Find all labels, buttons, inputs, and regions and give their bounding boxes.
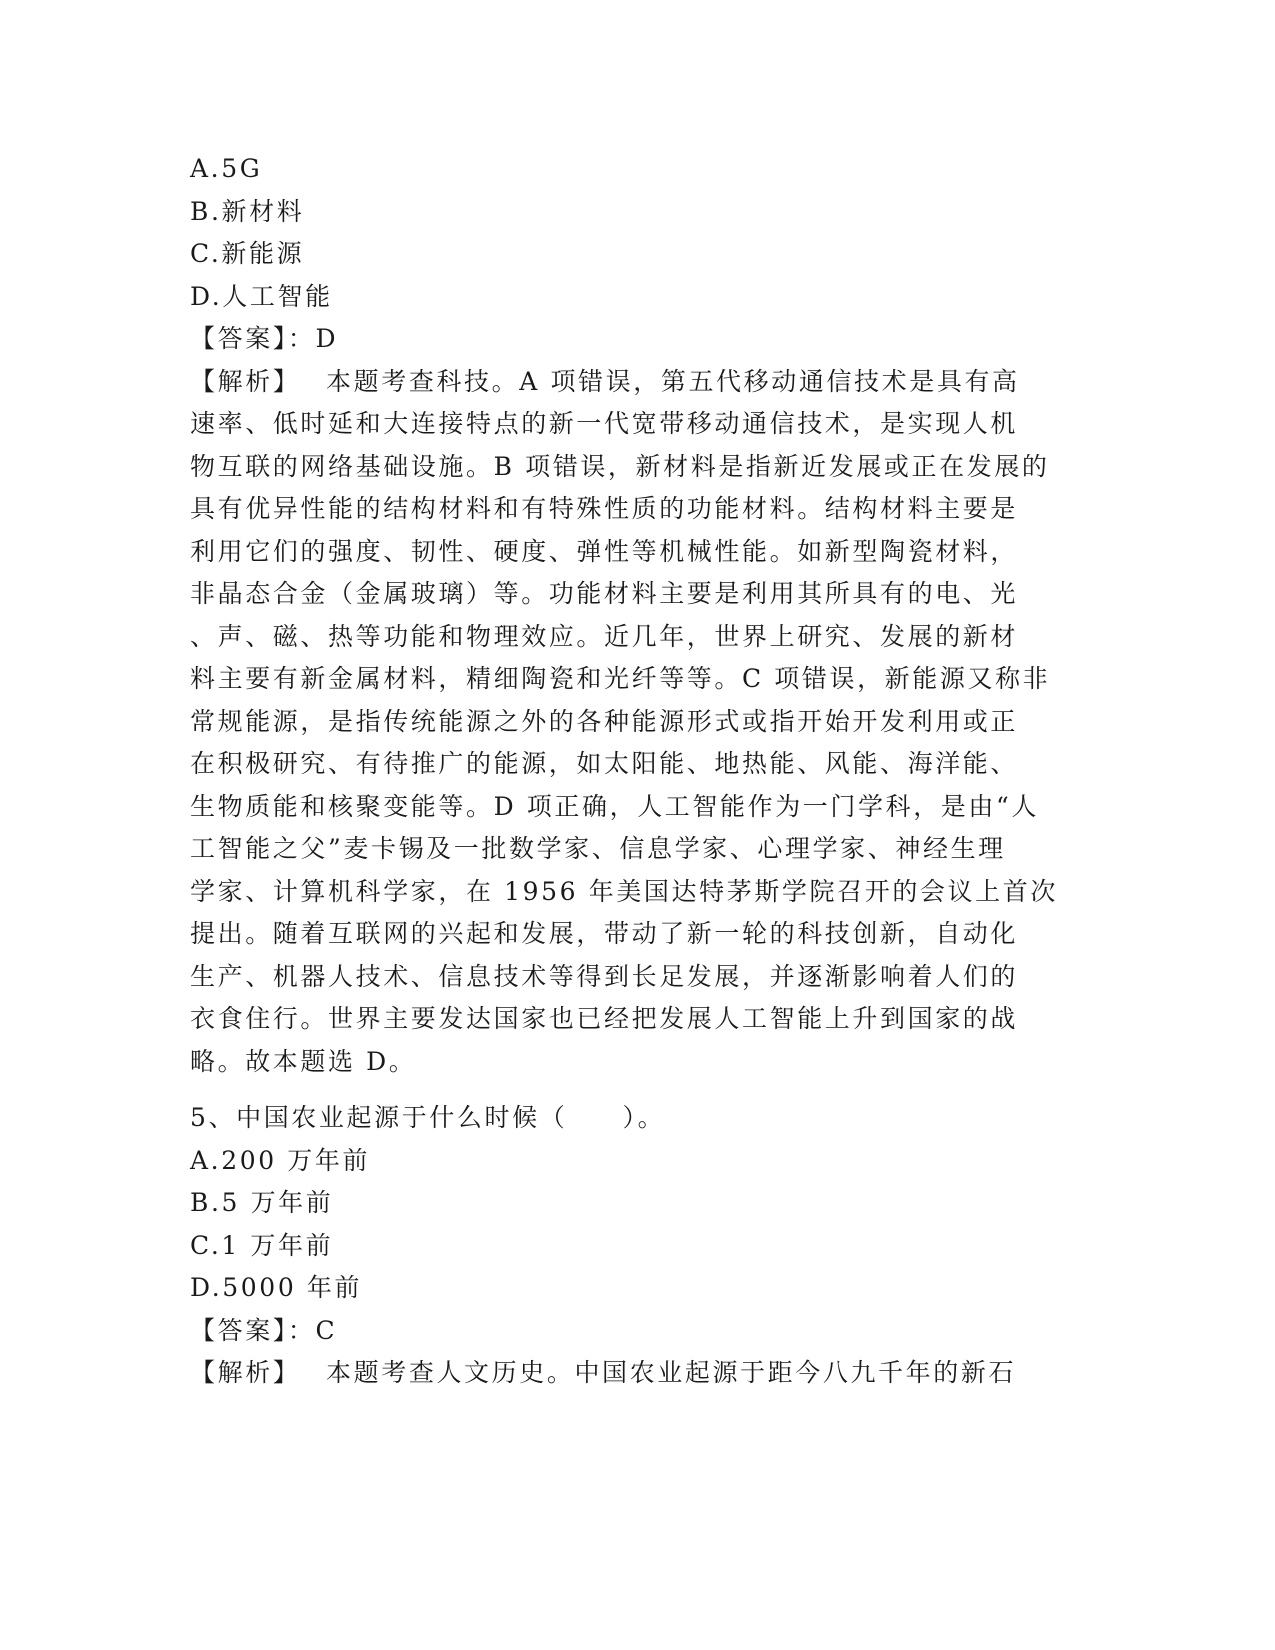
analysis-line: 常规能源，是指传统能源之外的各种能源形式或指开始开发利用或正 bbox=[190, 706, 1019, 736]
analysis-line: 速率、低时延和大连接特点的新一代宽带移动通信技术，是实现人机 bbox=[190, 409, 1019, 438]
option-c: C.1 万年前 bbox=[190, 1230, 334, 1260]
analysis-line: 提出。随着互联网的兴起和发展，带动了新一轮的科技创新，自动化 bbox=[190, 919, 1019, 948]
analysis-line: 具有优异性能的结构材料和有特殊性质的功能材料。结构材料主要是 bbox=[190, 494, 1019, 523]
option-b: B.5 万年前 bbox=[190, 1188, 334, 1217]
answer-line: 【答案】：C bbox=[190, 1315, 338, 1345]
analysis-line: 非晶态合金（金属玻璃）等。功能材料主要是利用其所具有的电、光 bbox=[190, 579, 1019, 608]
option-d: D.人工智能 bbox=[190, 281, 333, 311]
analysis-line: 料主要有新金属材料，精细陶瓷和光纤等等。C 项错误，新能源又称非 bbox=[190, 664, 1051, 693]
analysis-line: 利用它们的强度、韧性、硬度、弹性等机械性能。如新型陶瓷材料， bbox=[190, 536, 1019, 566]
analysis-line: 在积极研究、有待推广的能源，如太阳能、地热能、风能、海洋能、 bbox=[190, 749, 1019, 778]
question-4-block bbox=[190, 148, 1090, 1083]
analysis-paragraph bbox=[190, 1352, 1090, 1395]
question-title: 5、中国农业起源于什么时候（ ）。 bbox=[190, 1103, 666, 1132]
analysis-line: 学家、计算机科学家，在 1956 年美国达特茅斯学院召开的会议上首次 bbox=[190, 876, 1058, 906]
question-gap bbox=[190, 1083, 1090, 1097]
question-5-block bbox=[190, 1097, 1090, 1395]
answer-line: 【答案】：D bbox=[190, 324, 339, 353]
analysis-line: 生产、机器人技术、信息技术等得到长足发展，并逐渐影响着人们的 bbox=[190, 961, 1019, 991]
analysis-line: 、声、磁、热等功能和物理效应。近几年，世界上研究、发展的新材 bbox=[190, 621, 1019, 651]
analysis-line: 物互联的网络基础设施。B 项错误，新材料是指新近发展或正在发展的 bbox=[190, 451, 1050, 481]
analysis-line: 生物质能和核聚变能等。D 项正确，人工智能作为一门学科，是由“人 bbox=[190, 791, 1039, 821]
analysis-line: 衣食住行。世界主要发达国家也已经把发展人工智能上升到国家的战 bbox=[190, 1004, 1019, 1033]
option-a: A.200 万年前 bbox=[190, 1145, 371, 1175]
option-a: A.5G bbox=[190, 154, 263, 183]
option-c: C.新能源 bbox=[190, 239, 305, 268]
option-b: B.新材料 bbox=[190, 196, 305, 226]
analysis-line: 【解析】 本题考查人文历史。中国农业起源于距今八九千年的新石 bbox=[190, 1358, 1017, 1387]
document-page bbox=[190, 148, 1090, 1395]
analysis-line: 略。故本题选 D。 bbox=[190, 1046, 417, 1076]
analysis-line: 【解析】 本题考查科技。A 项错误，第五代移动通信技术是具有高 bbox=[190, 366, 1020, 396]
analysis-paragraph bbox=[190, 361, 1090, 1084]
option-d: D.5000 年前 bbox=[190, 1273, 363, 1302]
analysis-line: 工智能之父”麦卡锡及一批数学家、信息学家、心理学家、神经生理 bbox=[190, 834, 1006, 863]
